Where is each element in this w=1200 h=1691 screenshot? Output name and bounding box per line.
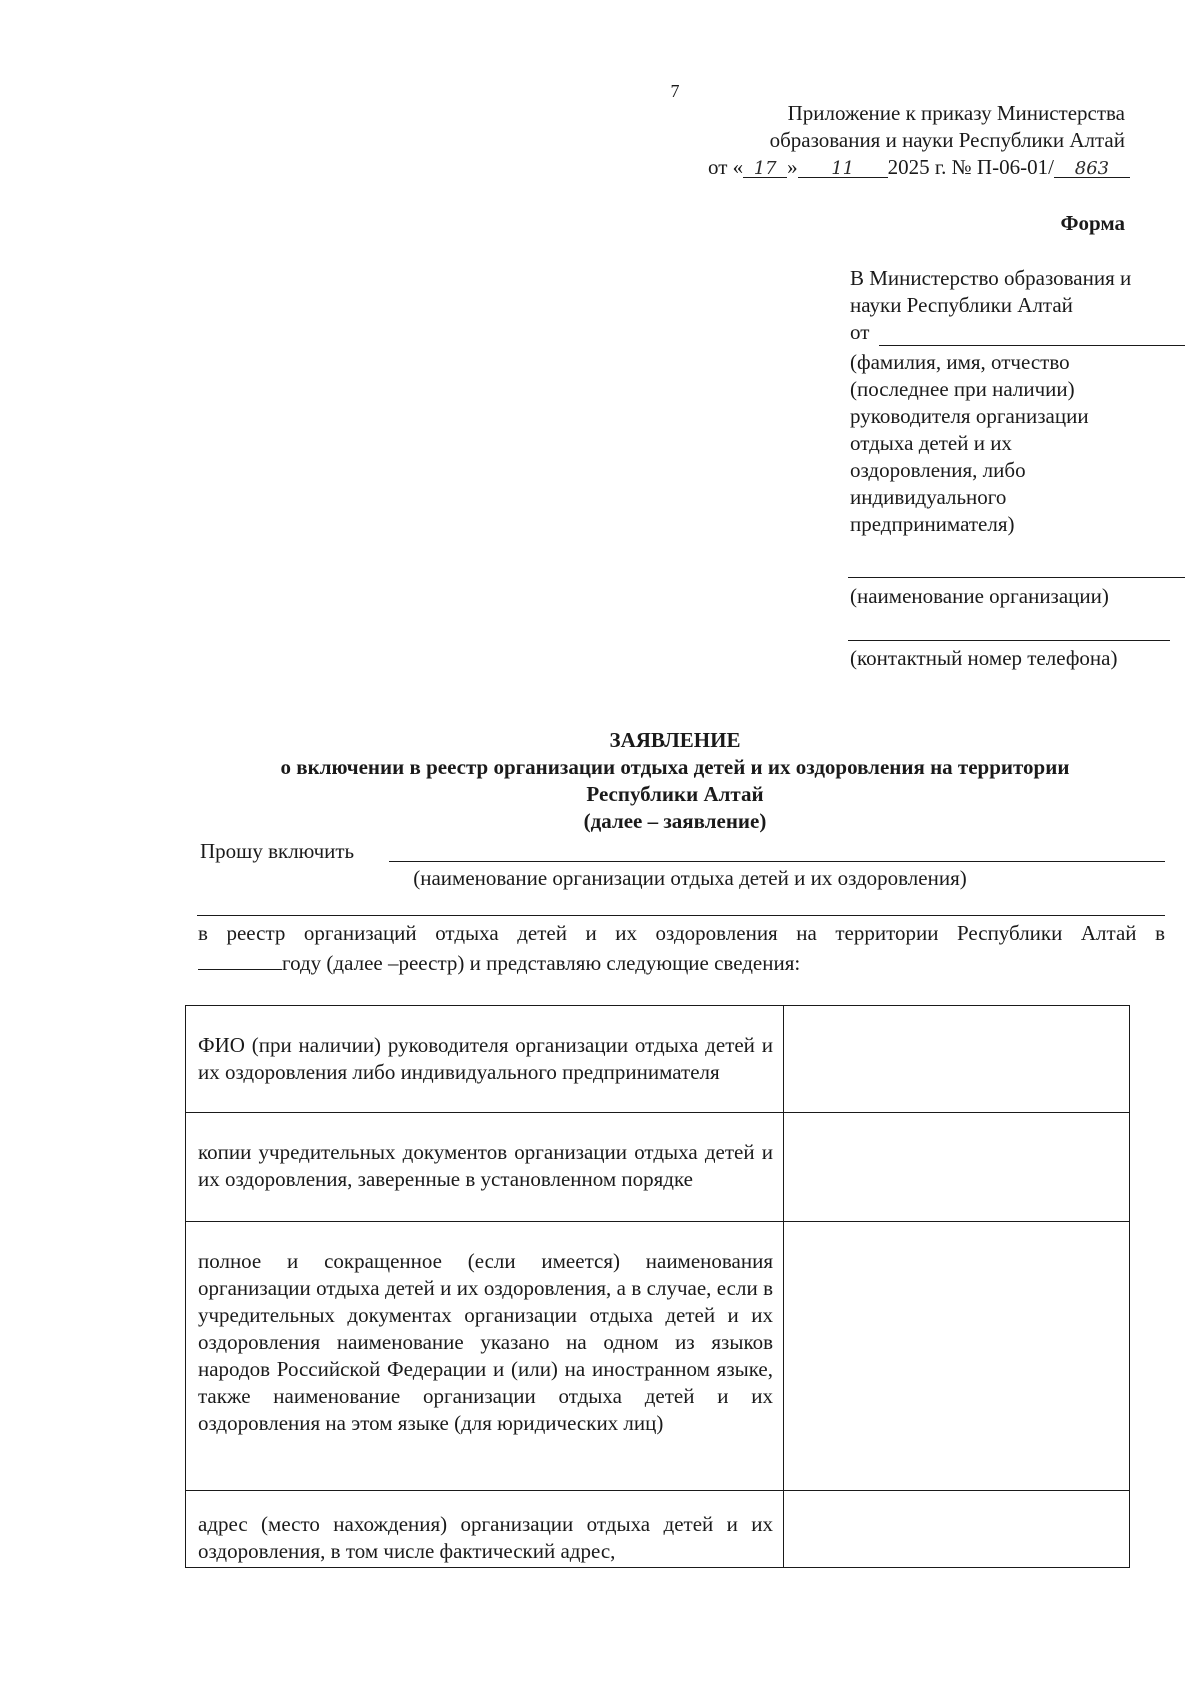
addressee-caption-3: отдыха детей и их (850, 431, 1012, 455)
from-fill-line (879, 345, 1185, 346)
request-org-caption: (наименование организации отдыха детей и их оздоровления) (413, 866, 967, 890)
form-label: Форма (1060, 211, 1125, 235)
date-year-number: 2025 г. № П-06-01/ (887, 155, 1054, 179)
addressee-caption-1: (последнее при наличии) (850, 377, 1075, 401)
phone-fill-line (848, 640, 1170, 641)
phone-caption: (контактный номер телефона) (850, 646, 1118, 670)
request-fill-line-2 (197, 915, 1165, 916)
table-value-cell[interactable] (784, 1491, 1130, 1568)
table-value-cell[interactable] (784, 1222, 1130, 1491)
date-day-close: » (787, 155, 798, 179)
table-label-text: ФИО (при наличии) руководителя организации отдыха детей и их оздоровления либо индивидуального предпринимателя (198, 1033, 773, 1084)
order-number: 863 (1054, 155, 1130, 178)
info-table (185, 1005, 1130, 1568)
addressee-from-label: от (850, 320, 870, 344)
org-fill-line (848, 577, 1185, 578)
date-prefix: от « (708, 155, 744, 179)
table-label-cell (186, 1113, 784, 1222)
year-fill-line (198, 947, 282, 970)
page-number: 7 (670, 81, 680, 101)
request-label: Прошу включить (200, 839, 355, 863)
appendix-line-1: Приложение к приказу Министерства (787, 101, 1125, 125)
addressee-caption-5: индивидуального (850, 485, 1007, 509)
registry-line: в реестр организаций отдыха детей и их оздоровления на территории Республики Алтай в (198, 921, 1165, 945)
addressee-line-1: В Министерство образования и (850, 266, 1132, 290)
table-value-cell[interactable] (784, 1006, 1130, 1113)
table-label-text: полное и сокращенное (если имеется) наименования организации отдыха детей и их оздоровления, а в случае, если в учредительных документах организации отдыха детей и их оздоровления наименование указано на одном из языков народов Российской Федерации и (или) на иностранном языке, также наименование организации отдыха детей и их оздоровления на этом языке (для юридических лиц) (198, 1249, 773, 1435)
statement-subtitle-1: о включении в реестр организации отдыха детей и их оздоровления на территории (280, 755, 1070, 779)
org-caption: (наименование организации) (850, 584, 1109, 608)
table-value-cell[interactable] (784, 1113, 1130, 1222)
year-line (198, 947, 800, 977)
addressee-caption-6: предпринимателя) (850, 512, 1015, 536)
appendix-line-2: образования и науки Республики Алтай (769, 128, 1125, 152)
addressee-line-2: науки Республики Алтай (850, 293, 1073, 317)
addressee-caption-2: руководителя организации (850, 404, 1089, 428)
table-label-cell (186, 1006, 784, 1113)
year-line-text: году (далее –реестр) и представляю следующие сведения: (282, 951, 801, 975)
statement-title: ЗАЯВЛЕНИЕ (609, 728, 741, 752)
statement-subtitle-2: Республики Алтай (586, 782, 764, 806)
table-row (186, 1222, 1130, 1491)
table-row (186, 1006, 1130, 1113)
date-day: 17 (743, 155, 787, 178)
table-row (186, 1113, 1130, 1222)
table-label-cell (186, 1222, 784, 1491)
table-row (186, 1491, 1130, 1568)
statement-subtitle-3: (далее – заявление) (583, 809, 767, 833)
addressee-caption-0: (фамилия, имя, отчество (850, 350, 1070, 374)
request-fill-line (389, 861, 1165, 862)
appendix-date-line (708, 154, 1130, 181)
table-label-text: копии учредительных документов организации отдыха детей и их оздоровления, заверенные в установленном порядке (198, 1140, 773, 1191)
date-month: 11 (798, 155, 888, 178)
table-label-cell (186, 1491, 784, 1568)
addressee-caption-4: оздоровления, либо (850, 458, 1026, 482)
table-label-text: адрес (место нахождения) организации отдыха детей и их оздоровления, в том числе фактический адрес, (198, 1512, 773, 1563)
